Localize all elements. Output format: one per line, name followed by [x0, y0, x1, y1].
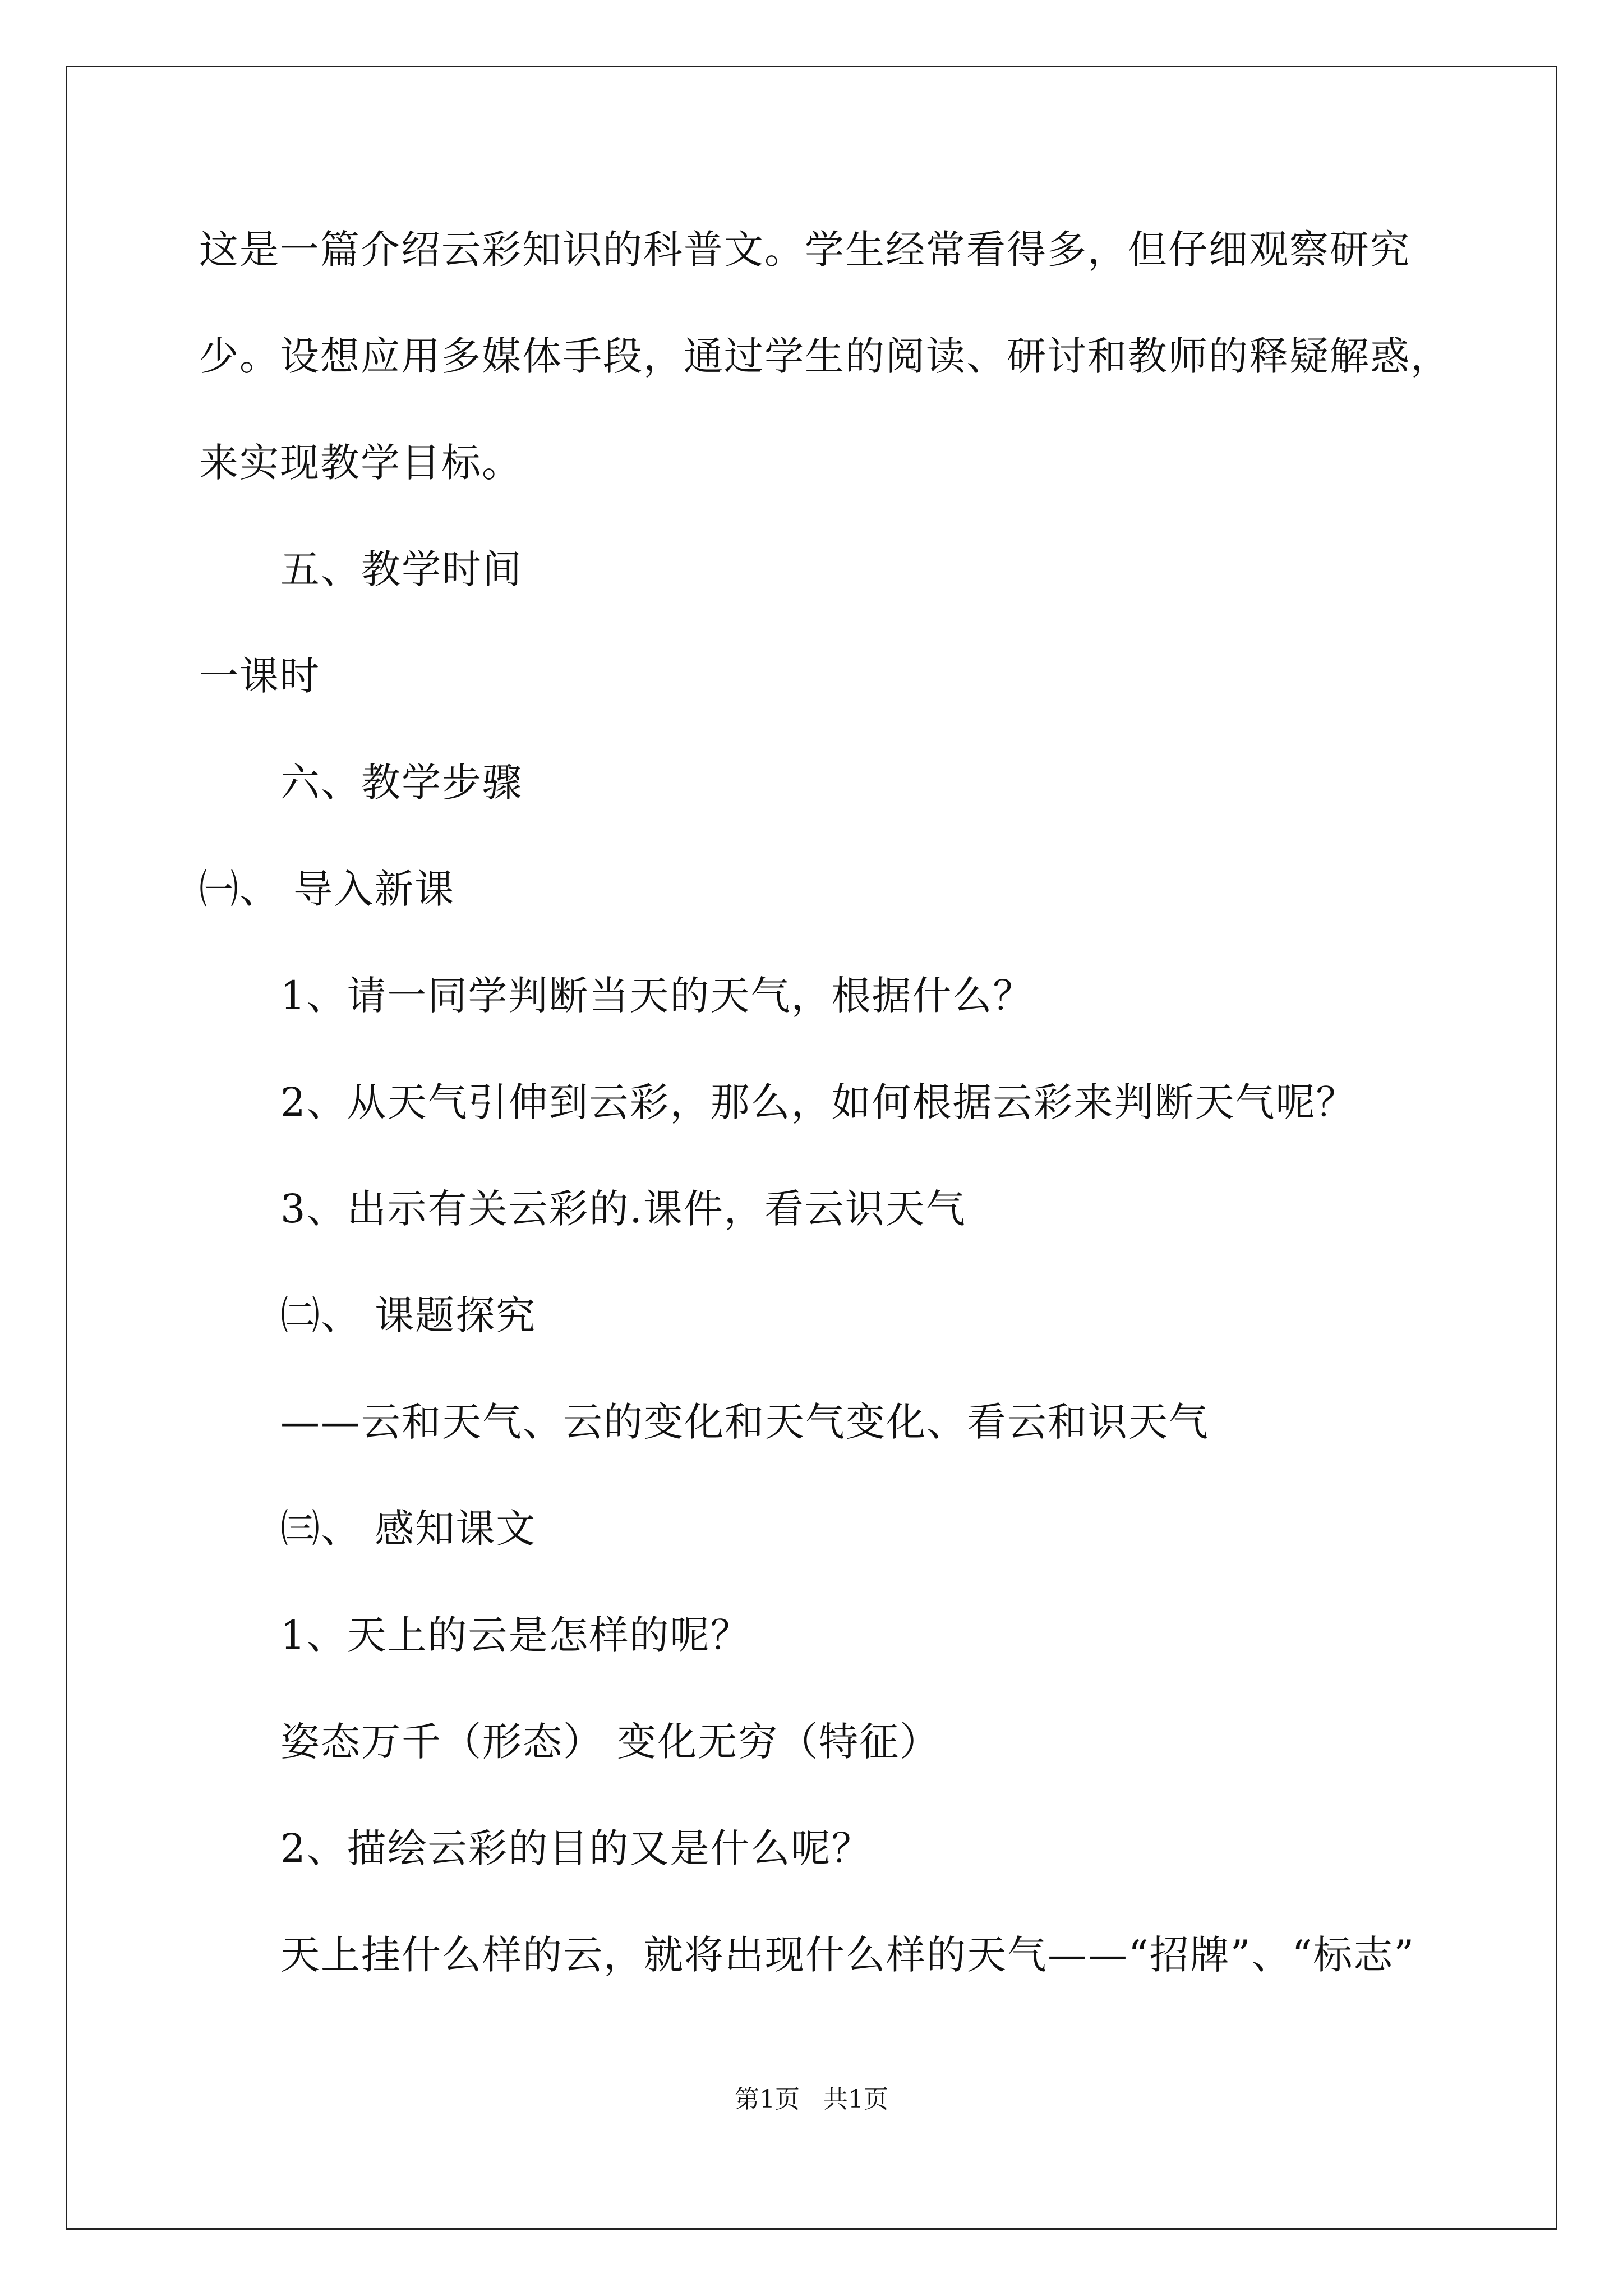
text-line: 来实现教学目标。: [199, 440, 522, 486]
text-line: 天上挂什么样的云，就将出现什么样的天气——“招牌”、“标志”: [280, 1932, 1415, 1978]
text-line: 这是一篇介绍云彩知识的科普文。学生经常看得多，但仔细观察研究: [199, 227, 1410, 273]
text-line: 3、出示有关云彩的.课件，看云识天气: [280, 1186, 966, 1232]
page-footer: 第1页 共1页: [735, 2085, 888, 2114]
text-line: ——云和天气、云的变化和天气变化、看云和识天气: [280, 1399, 1209, 1445]
text-line: 一课时: [199, 653, 320, 699]
subsection-heading: ㈠、 导入新课: [199, 866, 455, 912]
page-border: [66, 66, 1557, 2230]
text-line: 1、天上的云是怎样的呢？: [280, 1612, 751, 1658]
section-heading: 六、教学步骤: [280, 760, 523, 806]
subsection-heading: ㈢、 感知课文: [280, 1506, 537, 1552]
text-line: 少。设想应用多媒体手段，通过学生的阅读、研讨和教师的释疑解惑，: [199, 333, 1451, 379]
subsection-heading: ㈡、 课题探究: [280, 1292, 537, 1338]
text-line: 姿态万千（形态） 变化无穷（特征）: [280, 1719, 940, 1765]
section-heading: 五、教学时间: [280, 546, 523, 592]
text-line: 1、请一同学判断当天的天气，根据什么？: [280, 973, 1034, 1019]
text-line: 2、描绘云彩的目的又是什么呢？: [280, 1825, 872, 1871]
text-line: 2、从天气引伸到云彩，那么，如何根据云彩来判断天气呢？: [280, 1079, 1357, 1125]
